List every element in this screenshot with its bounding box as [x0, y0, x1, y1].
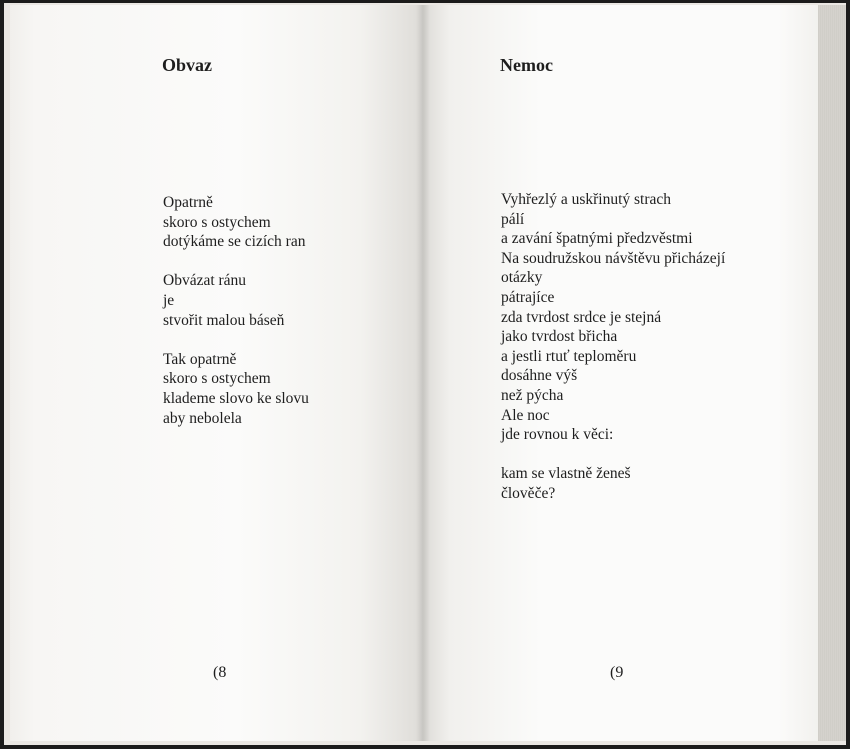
- poem-line: Vyhřezlý a uskřinutý strach: [501, 191, 672, 208]
- poem-line: jde rovnou k věci:: [501, 426, 614, 444]
- poem-line: a jestli rtuť teploměru: [501, 347, 637, 365]
- poem-line: je: [163, 291, 175, 309]
- page-edges: [818, 5, 846, 741]
- poem-line: aby nebolela: [163, 409, 242, 427]
- poem-line: stvořit malou báseň: [163, 311, 285, 329]
- poem-line: pálí: [501, 210, 525, 228]
- right-page-number: (9: [610, 664, 624, 681]
- poem-line: Ale noc: [501, 406, 550, 424]
- poem-line: a zavání špatnými předzvěstmi: [501, 230, 693, 248]
- poem-line: kam se vlastně ženeš: [501, 465, 631, 483]
- stanza-break: [163, 252, 309, 272]
- poem-line: Obvázat ránu: [163, 272, 247, 290]
- poem-line: klademe slovo ke slovu: [163, 389, 309, 407]
- poem-line: Na soudružskou návštěvu přicházejí: [501, 249, 726, 267]
- poem-line: člověče?: [501, 484, 556, 502]
- right-poem-body: [501, 190, 725, 504]
- stanza-break: [501, 445, 725, 465]
- stanza-break: [163, 330, 309, 350]
- left-page-number: (8: [213, 664, 227, 681]
- right-poem-title: Nemoc: [500, 55, 553, 75]
- poem-line: skoro s ostychem: [163, 370, 271, 388]
- left-poem-title: Obvaz: [162, 55, 213, 75]
- poem-line: pátrajíce: [501, 288, 555, 306]
- poem-line: dotýkáme se cizích ran: [163, 233, 306, 251]
- poem-line: než pýcha: [501, 386, 564, 404]
- poem-line: dosáhne výš: [501, 367, 578, 385]
- poem-line: otázky: [501, 269, 543, 287]
- poem-line: Tak opatrně: [163, 350, 237, 368]
- left-poem-body: [163, 193, 309, 428]
- poem-line: skoro s ostychem: [163, 213, 271, 231]
- poem-line: jako tvrdost břicha: [501, 328, 618, 346]
- poem-line: zda tvrdost srdce je stejná: [501, 308, 662, 326]
- book-gutter: [416, 5, 430, 741]
- poem-line: Opatrně: [163, 194, 213, 211]
